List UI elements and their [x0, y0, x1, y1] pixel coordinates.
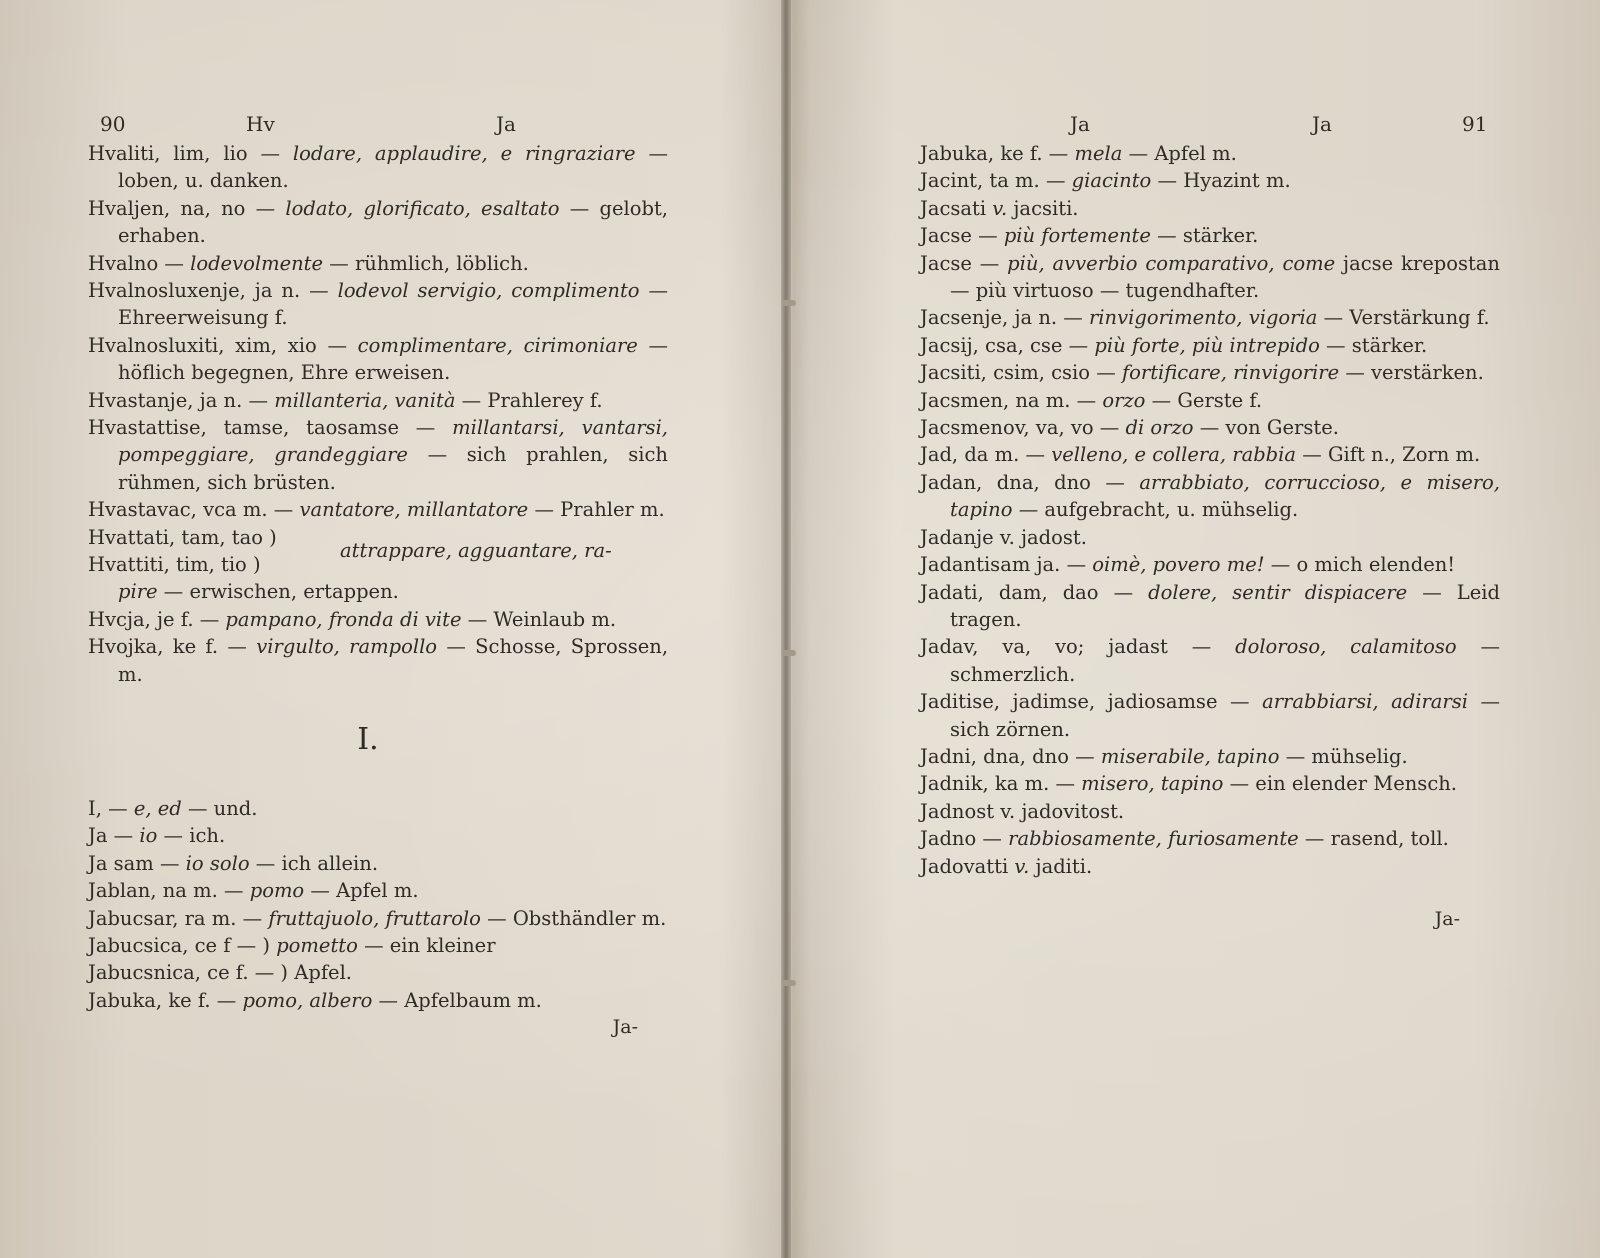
entry-head: Jadovatti: [920, 854, 1009, 878]
dictionary-entry: [88, 414, 668, 496]
catchword: Ja-: [1434, 907, 1460, 930]
german-translation: — von Gerste.: [1199, 416, 1339, 440]
italian-translation: io solo: [185, 851, 250, 875]
dictionary-entry: [920, 414, 1500, 441]
dictionary-entry: [920, 551, 1500, 578]
entry-head: Jabuka, ke f. —: [920, 142, 1069, 165]
italian-translation: vantatore, millantatore: [299, 498, 529, 522]
german-translation: — verstärken.: [1345, 361, 1484, 385]
german-translation: jacsiti.: [1013, 196, 1079, 220]
italian-translation: mela: [1074, 142, 1123, 165]
german-translation: — Hyazint m.: [1157, 169, 1291, 193]
guide-word-left: Hv: [246, 112, 275, 136]
entry-head: Hvastattise, tamse, taosamse —: [88, 416, 436, 440]
entry-head: Jadanje v. jadost.: [920, 525, 1087, 549]
entry-head: Hvcja, je f. —: [88, 607, 220, 631]
italian-translation: v.: [992, 196, 1008, 220]
dictionary-entry: [920, 579, 1500, 634]
german-translation: — sich zörnen.: [950, 690, 1501, 741]
page-header: [88, 100, 668, 140]
entry-head: Jadnost v. jadovitost.: [920, 799, 1125, 823]
german-translation: — stärker.: [1157, 224, 1259, 248]
italian-translation: oimè, povero me!: [1092, 553, 1265, 577]
entry-head: Jabucsnica, ce f. — ): [88, 961, 289, 985]
left-page: [88, 100, 668, 1038]
guide-word-right: Ja: [1312, 112, 1332, 136]
german-translation: — Gerste f.: [1151, 388, 1263, 412]
italian-translation: rinvigorimento, vigoria: [1088, 306, 1318, 330]
italian-translation: lodevolmente: [190, 251, 324, 275]
dictionary-entry: [88, 932, 668, 959]
italian-translation: lodato, glorificato, esaltato: [285, 196, 560, 220]
entry-head: Jacsij, csa, cse —: [920, 333, 1089, 357]
catchword: Ja-: [612, 1016, 638, 1039]
entry-list: [920, 140, 1500, 880]
entry-head: Jadni, dna, dno —: [920, 744, 1095, 768]
german-translation: jacse krepostan — più virtuoso — tugendhafter.: [950, 251, 1500, 303]
german-translation: — Prahler m.: [534, 498, 665, 522]
entry-head: Hvastanje, ja n. —: [88, 388, 268, 412]
german-translation: — ein elender Mensch.: [1229, 772, 1457, 796]
german-translation: — mühselig.: [1285, 744, 1408, 768]
german-translation: — schmerzlich.: [950, 635, 1501, 686]
german-translation: — Leid tragen.: [950, 580, 1500, 631]
italian-translation: velleno, e collera, rabbia: [1051, 443, 1297, 467]
german-translation: — gelobt, erhaben.: [118, 196, 669, 248]
guide-word-right: Ja: [496, 112, 516, 136]
dictionary-entry: [88, 195, 668, 250]
italian-translation: attrappare, agguantare, ra-: [340, 538, 612, 562]
italian-translation: più, avverbio comparativo, come: [1007, 251, 1336, 275]
entry-head: Jacse —: [920, 251, 1000, 275]
german-translation: Apfel.: [294, 961, 353, 985]
dictionary-entry: [88, 795, 668, 822]
italian-translation: più forte, più intrepido: [1094, 333, 1320, 357]
dictionary-entry: [920, 222, 1500, 249]
italian-translation: complimentare, cirimoniare: [357, 333, 638, 357]
italian-translation: v.: [1014, 854, 1030, 878]
entry-head: Jadantisam ja. —: [920, 553, 1087, 577]
page-number: 91: [1462, 112, 1488, 136]
italian-translation: arrabbiarsi, adirarsi: [1262, 690, 1468, 714]
dictionary-entry: [920, 853, 1500, 880]
german-translation: — Obsthändler m.: [487, 906, 667, 930]
italian-translation: giacinto: [1071, 169, 1152, 193]
italian-translation: lodare, applaudire, e ringraziare: [292, 142, 636, 165]
dictionary-entry: [920, 359, 1500, 386]
dictionary-entry: [920, 140, 1500, 167]
dictionary-entry: [920, 688, 1500, 743]
dictionary-entry: [88, 987, 668, 1014]
german-translation: — Gift n., Zorn m.: [1302, 443, 1481, 467]
entry-head: Hvattati, tam, tao ): [88, 525, 277, 549]
dictionary-entry: [88, 959, 668, 986]
german-translation: jaditi.: [1035, 854, 1093, 878]
german-translation: — Ehreerweisung f.: [118, 279, 668, 330]
german-translation: — aufgebracht, u. mühselig.: [1018, 498, 1299, 522]
entry-head: Hvojka, ke f. —: [88, 635, 247, 659]
binding-thread: [782, 980, 796, 986]
entry-head: Jacint, ta m. —: [920, 169, 1066, 193]
entry-head: Jacsmen, na m. —: [920, 388, 1097, 412]
bracket-entry: [88, 524, 668, 606]
dictionary-entry: [920, 167, 1500, 194]
german-translation: — und.: [187, 796, 258, 820]
german-translation: — Prahlerey f.: [461, 388, 603, 412]
dictionary-entry: [88, 606, 668, 633]
italian-translation: pomo, albero: [242, 988, 373, 1012]
dictionary-entry: [920, 825, 1500, 852]
entry-head: Jabuka, ke f. —: [88, 988, 237, 1012]
italian-translation: pomo: [249, 879, 305, 903]
italian-translation: pire: [118, 579, 158, 603]
entry-head: Ja sam —: [88, 851, 180, 875]
dictionary-entry: [920, 770, 1500, 797]
entry-list: [88, 795, 668, 1014]
dictionary-entry: [920, 441, 1500, 468]
dictionary-entry: [88, 633, 668, 688]
entry-head: I, —: [88, 796, 128, 820]
dictionary-entry: [920, 743, 1500, 770]
binding-thread: [782, 650, 796, 656]
italian-translation: doloroso, calamitoso: [1235, 635, 1457, 659]
dictionary-entry: [88, 277, 668, 332]
dictionary-entry: [88, 850, 668, 877]
entry-head: Hvalnosluxiti, xim, xio —: [88, 333, 347, 357]
german-translation: — ein kleiner: [364, 933, 496, 957]
entry-head: Hvastavac, vca m. —: [88, 498, 294, 522]
dictionary-entry: [88, 387, 668, 414]
dictionary-entry: [920, 798, 1500, 825]
italian-translation: millanteria, vanità: [274, 388, 456, 412]
entry-head: Hvalnosluxenje, ja n. —: [88, 279, 329, 303]
german-translation: — Apfel m.: [310, 879, 419, 903]
italian-translation: e, ed: [133, 796, 182, 820]
dictionary-entry: [88, 905, 668, 932]
entry-head: Jadav, va, vo; jadast —: [920, 635, 1212, 659]
dictionary-entry: [88, 332, 668, 387]
german-translation: — Weinlaub m.: [467, 607, 617, 631]
entry-head: Jad, da m. —: [920, 443, 1046, 467]
entry-head: Hvalno —: [88, 251, 184, 275]
book-gutter: [781, 0, 791, 1258]
dictionary-entry: [920, 304, 1500, 331]
dictionary-entry: [920, 633, 1500, 688]
german-translation: — Schosse, Sprossen, m.: [118, 635, 669, 686]
german-translation: — rasend, toll.: [1304, 827, 1449, 851]
entry-head: Jaditise, jadimse, jadiosamse —: [920, 690, 1250, 714]
dictionary-entry: [88, 140, 668, 195]
german-translation: — höflich begegnen, Ehre erweisen.: [118, 333, 669, 385]
right-page: [920, 100, 1500, 930]
german-translation: — stärker.: [1326, 333, 1428, 357]
german-translation: — ich.: [163, 824, 226, 848]
german-translation: — ich allein.: [255, 851, 379, 875]
entry-head: Jabucsica, ce f — ): [88, 933, 270, 957]
entry-head: Jacse —: [920, 224, 998, 248]
german-translation: — rühmlich, löblich.: [329, 251, 529, 275]
entry-head: Hvaliti, lim, lio —: [88, 142, 280, 165]
dictionary-entry: [920, 332, 1500, 359]
italian-translation: di orzo: [1125, 416, 1194, 440]
entry-list: [88, 140, 668, 524]
entry-head: Jacsmenov, va, vo —: [920, 416, 1120, 440]
dictionary-entry: [920, 387, 1500, 414]
italian-translation: arrabbiato, corruccioso, e misero, tapino: [950, 470, 1500, 522]
entry-head: Jadno —: [920, 827, 1002, 851]
dictionary-entry: [88, 877, 668, 904]
dictionary-entry: [920, 524, 1500, 551]
entry-head: Jadnik, ka m. —: [920, 772, 1075, 796]
entry-continuation: [118, 578, 399, 605]
dictionary-entry: [920, 469, 1500, 524]
italian-translation: pometto: [276, 933, 358, 957]
italian-translation: rabbiosamente, furiosamente: [1008, 827, 1299, 851]
dictionary-entry: [88, 250, 668, 277]
italian-translation: millantarsi, vantarsi, pompeggiare, grandeggiare: [118, 416, 668, 467]
italian-translation: più fortemente: [1003, 224, 1151, 248]
entry-head: Jablan, na m. —: [88, 879, 244, 903]
german-translation: — Apfel m.: [1128, 142, 1237, 165]
binding-thread: [782, 300, 796, 306]
entry-head: Hvaljen, na, no —: [88, 196, 276, 220]
italian-translation: fortificare, rinvigorire: [1121, 361, 1340, 385]
german-translation: — o mich elenden!: [1270, 553, 1456, 577]
entry-head: Jabucsar, ra m. —: [88, 906, 263, 930]
section-letter: I.: [357, 721, 379, 757]
page-header: [920, 100, 1500, 140]
italian-translation: orzo: [1102, 388, 1146, 412]
entry-head: Ja —: [88, 824, 134, 848]
italian-translation: io: [139, 824, 158, 848]
german-translation: — loben, u. danken.: [118, 142, 668, 193]
italian-translation: misero, tapino: [1081, 772, 1224, 796]
guide-word-left: Ja: [1070, 112, 1090, 136]
italian-translation: fruttajuolo, fruttarolo: [268, 906, 481, 930]
german-translation: — Verstärkung f.: [1323, 306, 1490, 330]
dictionary-entry: [920, 250, 1500, 305]
german-translation: — sich prahlen, sich rühmen, sich brüsten.: [118, 443, 668, 494]
italian-translation: pampano, fronda di vite: [225, 607, 462, 631]
italian-translation: dolere, sentir dispiacere: [1148, 580, 1408, 604]
page-number: 90: [100, 112, 126, 136]
italian-translation: virgulto, rampollo: [256, 635, 438, 659]
dictionary-entry: [88, 822, 668, 849]
entry-head: Jacsiti, csim, csio —: [920, 361, 1116, 385]
entry-list: [88, 606, 668, 688]
dictionary-entry: [920, 195, 1500, 222]
italian-translation: lodevol servigio, complimento: [337, 279, 640, 303]
german-translation: — Apfelbaum m.: [378, 988, 542, 1012]
entry-head: Hvattiti, tim, tio ): [88, 552, 261, 576]
entry-head: Jadati, dam, dao —: [920, 580, 1134, 604]
italian-translation: miserabile, tapino: [1100, 744, 1280, 768]
entry-head: Jacsati: [920, 196, 987, 220]
entry-head: Jadan, dna, dno —: [920, 470, 1125, 494]
dictionary-entry: [88, 496, 668, 523]
entry-head: Jacsenje, ja n. —: [920, 306, 1083, 330]
german-translation: — erwischen, ertappen.: [163, 579, 399, 603]
